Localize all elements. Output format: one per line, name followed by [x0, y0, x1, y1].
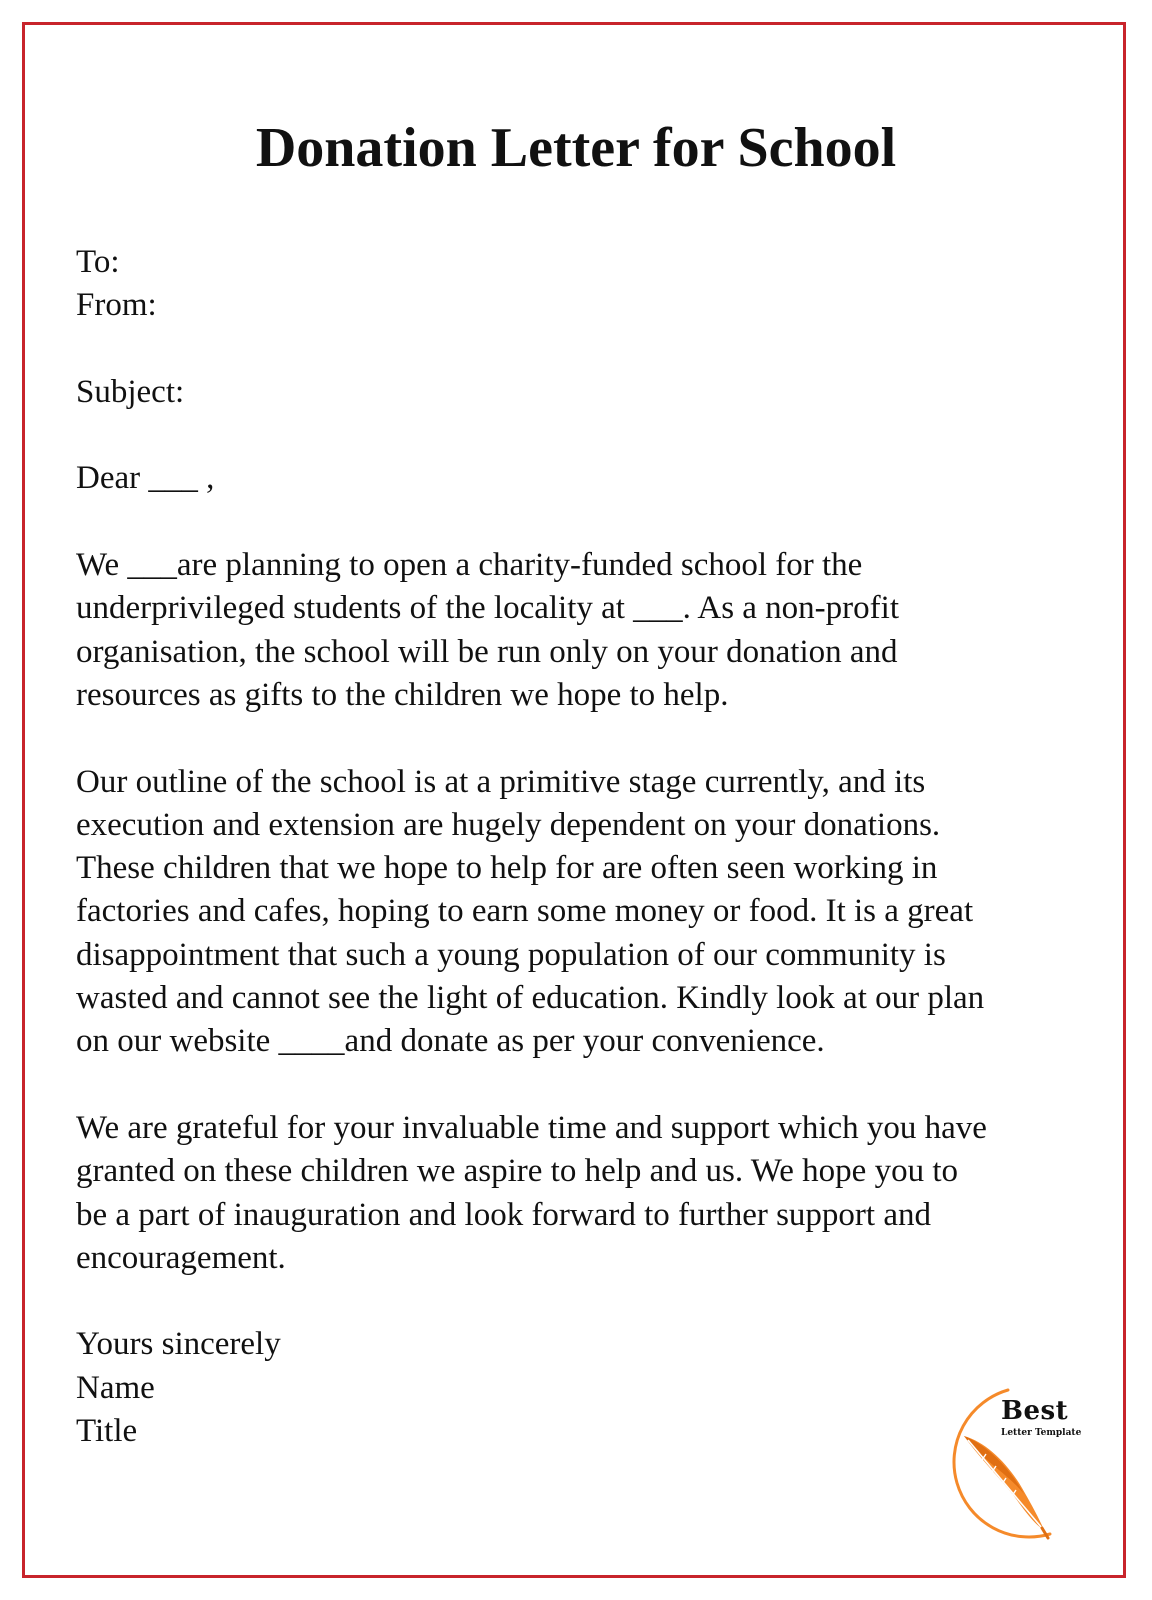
sign-off: Yours sincerely — [76, 1326, 281, 1363]
from-line: From: — [76, 287, 157, 324]
to-line: To: — [76, 244, 120, 280]
paragraph-line: underprivileged students of the locality at ___. As a non-profit — [76, 590, 899, 627]
paragraph-line: These children that we hope to help for are often seen working in — [76, 850, 938, 887]
spacer — [76, 501, 1076, 544]
paragraph-line: We ___are planning to open a charity-funded school for the — [76, 547, 863, 584]
spacer — [76, 1064, 1076, 1107]
paragraph-line: encouragement. — [76, 1239, 286, 1276]
paragraph-line: on our website ____and donate as per your convenience. — [76, 1023, 825, 1060]
paragraph-3 — [76, 1107, 1076, 1280]
signer-title: Title — [76, 1413, 138, 1450]
spacer — [76, 1280, 1076, 1323]
paragraph-line: Our outline of the school is at a primitive stage currently, and its — [76, 763, 926, 800]
logo-brand: Best — [1001, 1396, 1069, 1426]
paragraph-1 — [76, 544, 1076, 717]
spacer — [76, 717, 1076, 760]
subject-line: Subject: — [76, 373, 185, 410]
paragraph-line: organisation, the school will be run only on your donation and — [76, 633, 898, 670]
paragraph-line: wasted and cannot see the light of education. Kindly look at our plan — [76, 980, 985, 1017]
paragraph-line: granted on these children we aspire to help and us. We hope you to — [76, 1153, 958, 1190]
spacer — [76, 328, 1076, 371]
paragraph-line: execution and extension are hugely dependent on your donations. — [76, 806, 941, 843]
letter-body — [76, 241, 1076, 1453]
paragraph-line: be a part of inauguration and look forward to further support and — [76, 1196, 931, 1233]
paragraph-line: resources as gifts to the children we hope to help. — [76, 676, 729, 713]
spacer — [76, 414, 1076, 457]
salutation: Dear ___ , — [76, 460, 215, 497]
paragraph-line: disappointment that such a young population of our community is — [76, 936, 946, 973]
paragraph-2 — [76, 761, 1076, 1064]
paragraph-line: factories and cafes, hoping to earn some money or food. It is a great — [76, 893, 974, 930]
signer-name: Name — [76, 1369, 155, 1406]
logo-tagline: Letter Template — [1001, 1428, 1082, 1438]
paragraph-line: We are grateful for your invaluable time and support which you have — [76, 1109, 987, 1146]
letter-title: Donation Letter for School — [255, 117, 897, 179]
